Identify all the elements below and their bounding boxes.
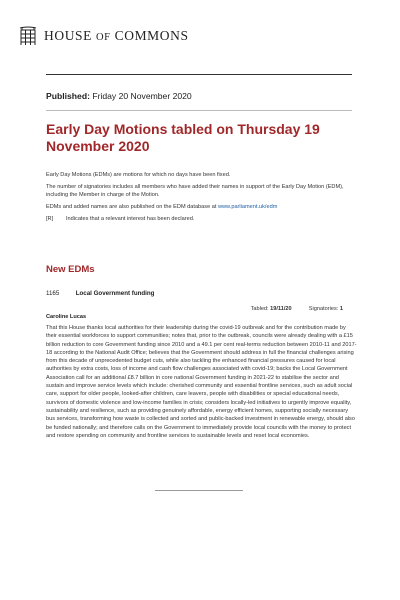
- house-name-part: HOUSE: [44, 28, 93, 43]
- edm-tabled-info: [46, 306, 343, 312]
- signatories-count: 1: [339, 306, 343, 312]
- end-divider: [155, 490, 243, 491]
- published-line: [46, 91, 192, 101]
- edm-heading: [46, 290, 356, 297]
- relevant-interest-text: Indicates that a relevant interest has been declared.: [66, 216, 195, 222]
- intro-edm-db-text: EDMs and added names are also published on the EDM database at: [46, 204, 217, 210]
- edm-database-link[interactable]: www.parliament.uk/edm: [217, 204, 278, 210]
- tabled-label: Tabled:: [250, 306, 269, 312]
- section-title: New EDMs: [46, 264, 95, 275]
- edm-title: Local Government funding: [75, 290, 155, 297]
- divider: [46, 110, 352, 111]
- intro-paragraph: The number of signatories includes all members who have added their names in support of the Early Day Motion (EDM), including the Member in charge of the Motion.: [46, 184, 344, 198]
- intro-paragraph: Early Day Motions (EDMs) are motions for which no days have been fixed.: [46, 172, 231, 178]
- relevant-interest-tag: [R]: [46, 216, 54, 222]
- house-name-part: COMMONS: [114, 28, 189, 43]
- portcullis-icon: [18, 24, 38, 48]
- page-title: Early Day Motions tabled on Thursday 19 November 2020: [46, 121, 320, 154]
- intro-notes: [46, 171, 358, 227]
- house-name-part: OF: [96, 32, 111, 43]
- edm-number: 1165: [46, 290, 60, 297]
- edm-motion-text: That this House thanks local authorities for their leadership during the covid-19 outbreak and for the contribution made by their essential workforces to support communities; notes that, prior to the outbreak, councils were already dealing with a £15 billion reduction to core Government funding since 2010 and a 49.1 per cent real-terms reduction between 2010-11 and 2017-18 according to the National Audit Office; believes that the Government should address in full the financial challenges arising from this decade of unprecedented budget cuts, while also tackling the enhanced financial pressures caused for local authorities by extra costs, loss of income and cash flow challenges associated with covid-19; backs the Local Government Association call for an additional £8.7 billion in core national Government funding in 2021-22 to stabilise the sector and sustain and improve service levels which include: cherished community and essential frontline services, such as adult social care, support for older people, looked-after children, care leavers, people with disabilities or special educational needs, survivors of domestic violence and low-income families in crisis; considers locally-led initiatives to urgently improve equality, sustainability and resilience, such as providing genuinely affordable, energy efficient homes, supporting socially necessary bus services, transforming how waste is collected and sorted and public-backed investment in renewable energy, should also be funded nationally; and therefore calls on the Government to immediately provide local councils with the money to protect and restore spending on community and frontline services to sustainable levels and reset local economies.: [46, 325, 357, 439]
- intro-paragraph: [46, 203, 358, 211]
- published-date: Friday 20 November 2020: [92, 91, 192, 101]
- divider: [46, 74, 352, 75]
- published-label: Published:: [46, 91, 90, 101]
- house-name: [44, 28, 189, 44]
- edm-member: Caroline Lucas: [46, 314, 87, 320]
- signatories-label: Signatories:: [308, 306, 339, 312]
- intro-paragraph: [46, 215, 358, 223]
- tabled-date: 19/11/20: [270, 306, 292, 312]
- house-of-commons-header: [18, 24, 189, 48]
